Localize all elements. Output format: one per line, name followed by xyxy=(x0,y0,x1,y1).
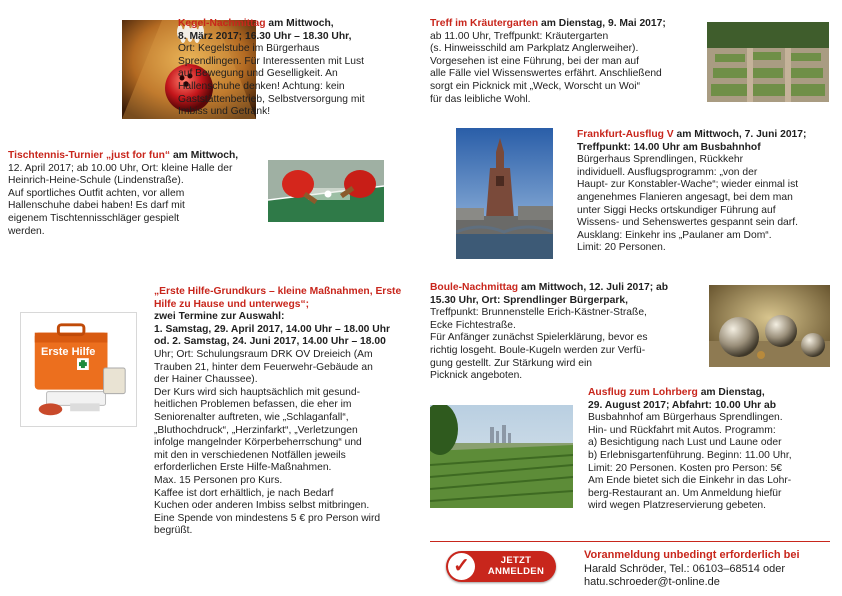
frankfurt-line: Haupt- zur Konstabler-Wache“; wieder einmal ist xyxy=(577,179,799,191)
erstehilfe-line: Seniorenalter auftreten, wie „Schlaganfall“, xyxy=(154,411,349,423)
lohrberg-line: 29. August 2017; Abfahrt: 10.00 Uhr ab xyxy=(588,399,777,411)
frankfurt-line: individuell. Ausflugsprogramm: „von der xyxy=(577,166,758,178)
erstehilfe-line: Max. 15 Personen pro Kurs. xyxy=(154,474,283,486)
tischtennis-line: 12. April 2017; ab 10.00 Uhr, Ort: kleine Halle der xyxy=(8,162,233,174)
erstehilfe-line: od. 2. Samstag, 24. Juni 2017, 14.00 Uhr – 18.00 xyxy=(154,336,386,348)
kit-label: Erste Hilfe xyxy=(41,346,96,358)
frankfurt-line: angenehmes Flanieren angesagt, bei dem man xyxy=(577,191,793,203)
frankfurt-line: Ausklang: Einkehr ins „Paulaner am Dom“. xyxy=(577,229,772,241)
boule-line: 15.30 Uhr, Ort: Sprendlinger Bürgerpark, xyxy=(430,294,628,306)
boule-line: Picknick angeboten. xyxy=(430,370,523,382)
kraeuter-line: alle Fälle viel Wissenswertes erfährt. Anschließend xyxy=(430,68,662,80)
kraeuter-line: für das leibliche Wohl. xyxy=(430,93,531,105)
kegel-line: Gaststättenbetrieb, Selbstversorgung mit xyxy=(178,93,365,105)
kraeuter-line: ab 11.00 Uhr, Treffpunkt: Kräutergarten xyxy=(430,30,609,42)
register-now-line: ANMELDEN xyxy=(487,566,545,577)
tischtennis-line: Hallenschuhe dabei haben! Es darf mit xyxy=(8,200,185,212)
first-aid-kit-image xyxy=(20,312,137,427)
erstehilfe-line: zwei Termine zur Auswahl: xyxy=(154,311,285,323)
frankfurt-line: Bürgerhaus Sprendlingen, Rückkehr xyxy=(577,154,743,166)
kegel-line: Sprendlingen. Für Interessenten mit Lust xyxy=(178,55,365,67)
erstehilfe-line: Eine Spende von mindestens 5 € pro Person wird xyxy=(154,512,381,524)
lohrberg-line: Busbahnhof am Bürgerhaus Sprendlingen. xyxy=(588,412,783,424)
erstehilfe-line: begrüßt. xyxy=(154,525,193,537)
lohrberg-title-suffix: am Dienstag, xyxy=(697,387,765,398)
kegel-line: auf Bewegung und Geselligkeit. An xyxy=(178,68,338,80)
footer-title: Voranmeldung unbedingt erforderlich bei xyxy=(584,549,800,561)
register-now-button[interactable] xyxy=(446,551,556,582)
tischtennis-line: werden. xyxy=(8,225,45,237)
lohrberg-line: wird wegen Platzreservierung gebeten. xyxy=(588,500,767,512)
register-now-label xyxy=(478,555,554,577)
boule-line: Für Anfänger zunächst Spielerklärung, bevor es xyxy=(430,332,648,344)
boule-title: Boule-Nachmittag xyxy=(430,282,519,293)
kegel-title-suffix: am Mittwoch, xyxy=(265,18,334,29)
frankfurt-title-suffix: am Mittwoch, 7. Juni 2017; xyxy=(673,129,807,140)
kegel-line: Imbiss und Getränk! xyxy=(178,106,271,118)
kegel-line: Hallenschuhe denken! Achtung: kein xyxy=(178,80,345,92)
footer-email[interactable]: hatu.schroeder@t-online.de xyxy=(584,576,720,588)
tischtennis-event xyxy=(8,150,268,238)
frankfurt-line: unter Siggi Hecks ortskundiger Führung auf xyxy=(577,204,776,216)
tischtennis-line: Heinrich-Heine-Schule (Lindenstraße). xyxy=(8,175,184,187)
boule-line: Ecke Fichtestraße. xyxy=(430,319,516,331)
boule-balls-image xyxy=(709,285,830,367)
erstehilfe-line: heitlichen Problemen befassen, die eher im xyxy=(154,399,352,411)
erstehilfe-line: Der Kurs wird sich hauptsächlich mit gesund- xyxy=(154,386,361,398)
lohrberg-line: Limit: 20 Personen. Kosten pro Person: 5€ xyxy=(588,462,783,474)
checkmark-icon: ✓ xyxy=(448,553,475,580)
tischtennis-title-suffix: am Mittwoch, xyxy=(170,150,239,161)
boule-line: gung gestellt. Zur Stärkung wird ein xyxy=(430,357,592,369)
kraeuter-title-suffix: am Dienstag, 9. Mai 2017; xyxy=(538,18,666,29)
footer-contact-line: Harald Schröder, Tel.: 06103–68514 oder xyxy=(584,562,785,575)
erstehilfe-line: erforderlichen Erste Hilfe-Maßnahmen. xyxy=(154,462,332,474)
frankfurt-title: Frankfurt-Ausflug V xyxy=(577,129,674,140)
erstehilfe-title: „Erste Hilfe-Grundkurs – kleine Maßnahmen, Erste xyxy=(154,286,402,297)
tischtennis-title: Tischtennis-Turnier „just for fun“ xyxy=(8,150,171,161)
lohrberg-line: a) Besichtigung nach Lust und Laune oder xyxy=(588,437,782,449)
lohrberg-vineyard-image xyxy=(430,405,573,508)
frankfurt-cathedral-image xyxy=(456,128,553,259)
table-tennis-image xyxy=(268,160,384,222)
frankfurt-line: Limit: 20 Personen. xyxy=(577,242,666,254)
boule-title-suffix: am Mittwoch, 12. Juli 2017; ab xyxy=(518,282,669,293)
herb-garden-image xyxy=(707,22,829,102)
boule-line: richtig losgeht. Boule-Kugeln werden zur Verfü- xyxy=(430,344,646,356)
erstehilfe-title: Hilfe zu Hause und unterwegs“; xyxy=(154,298,310,310)
kraeuter-line: Vorgesehen ist eine Führung, bei der man auf xyxy=(430,55,639,67)
erstehilfe-line: der Hainer Chaussee). xyxy=(154,374,258,386)
tischtennis-line: eigenem Tischtennisschläger gespielt xyxy=(8,212,180,224)
kegel-title: Kegel-Nachmittag xyxy=(178,18,266,29)
boule-line: Treffpunkt: Brunnenstelle Erich-Kästner-Straße, xyxy=(430,307,647,319)
erstehilfe-line: Uhr; Ort: Schulungsraum DRK OV Dreieich (Am xyxy=(154,348,373,360)
erstehilfe-line: mit den in verschiedenen Notfällen jeweils xyxy=(154,449,346,461)
erstehilfe-line: „Bluthochdruck“, „Herzinfarkt“, „Verletzungen xyxy=(154,424,358,436)
footer-divider xyxy=(430,541,830,542)
erstehilfe-line: Kaffee ist dort erhältlich, je nach Bedarf xyxy=(154,487,334,499)
frankfurt-event xyxy=(577,129,832,255)
erstehilfe-line: infolge mangelnder Körperbeherrschung“ und xyxy=(154,437,362,449)
erstehilfe-line: 1. Samstag, 29. April 2017, 14.00 Uhr – 18.00 Uhr xyxy=(154,323,390,335)
lohrberg-line: Am Ende bietet sich die Einkehr in das Lohr- xyxy=(588,475,792,487)
kegel-line: Ort: Kegelstube im Bürgerhaus xyxy=(178,43,320,55)
frankfurt-line: Wissens- und Sehenswertes gespannt sein darf. xyxy=(577,217,798,229)
erstehilfe-event xyxy=(154,286,420,538)
kraeuter-title: Treff im Kräutergarten xyxy=(430,18,539,29)
erstehilfe-line: Kuchen oder anderen Imbiss selbst mitbringen. xyxy=(154,500,370,512)
kegel-event xyxy=(178,18,418,119)
kegel-line: 8. März 2017; 16.30 Uhr – 18.30 Uhr, xyxy=(178,30,352,42)
lohrberg-event xyxy=(588,387,833,513)
register-now-line: JETZT xyxy=(500,555,532,566)
lohrberg-line: berg-Restaurant an. Um Anmeldung hiefür xyxy=(588,487,782,499)
lohrberg-title: Ausflug zum Lohrberg xyxy=(588,387,698,398)
erstehilfe-line: Trauben 21, hinter dem Feuerwehr-Gebäude an xyxy=(154,361,373,373)
kraeuter-event xyxy=(430,18,705,106)
kraeuter-line: (s. Hinweisschild am Parkplatz Anglerweiher). xyxy=(430,43,639,55)
tischtennis-line: Auf sportliches Outfit achten, vor allem xyxy=(8,187,185,199)
footer-contact xyxy=(584,549,832,590)
frankfurt-line: Treffpunkt: 14.00 Uhr am Busbahnhof xyxy=(577,141,761,153)
lohrberg-line: Hin- und Rückfahrt mit Autos. Programm: xyxy=(588,424,776,436)
kraeuter-line: sorgt ein Picknick mit „Weck, Worscht un Woi“ xyxy=(430,80,640,92)
lohrberg-line: b) Erlebnisgartenführung. Beginn: 11.00 Uhr, xyxy=(588,449,792,461)
boule-event xyxy=(430,282,698,383)
